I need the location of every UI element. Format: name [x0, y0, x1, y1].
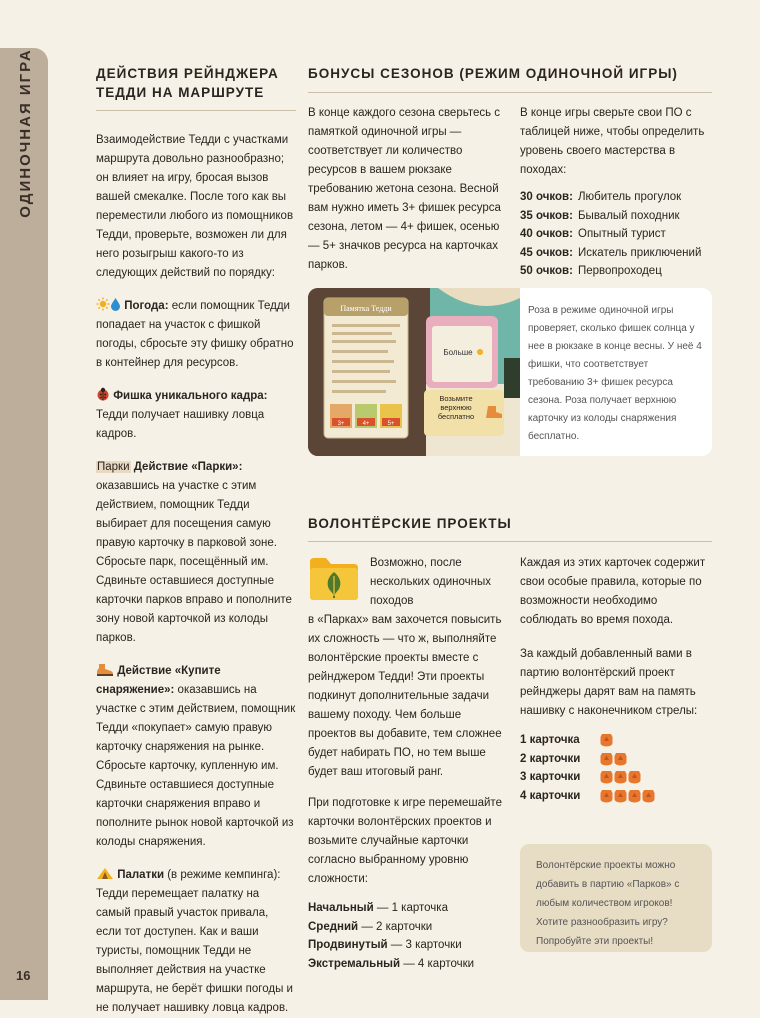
card-val-autumn: 5+	[387, 421, 395, 427]
card-more: Больше	[443, 348, 473, 357]
patch-label: 2 карточки	[520, 752, 581, 765]
arrowhead-patch-icon	[642, 789, 655, 803]
score-points: 35 очков:	[520, 209, 573, 222]
example-illustration	[308, 288, 520, 456]
score-row	[520, 188, 716, 207]
difficulty-value: — 2 карточки	[358, 920, 433, 933]
parks-prefix: Парки	[97, 461, 130, 473]
season-bonus-section	[308, 64, 712, 93]
score-intro: В конце игры сверьте свои ПО с таблицей ниже, чтобы определить уровень своего мастерства в походах:	[520, 107, 705, 176]
season-bonus-title: БОНУСЫ СЕЗОНОВ (РЕЖИМ ОДИНОЧНОЙ ИГРЫ)	[308, 64, 712, 93]
score-row	[520, 262, 716, 281]
score-row	[520, 244, 716, 263]
volunteer-tip-box	[520, 844, 712, 952]
patch-label: 4 карточки	[520, 789, 581, 802]
volunteer-patch-text: За каждый добавленный вами в партию волонтёрский проект рейнджеры дарят вам на память нашивку с наконечником стрелы:	[520, 648, 698, 717]
weather-title: Погода:	[124, 300, 169, 312]
card-title: Памятка Тедди	[340, 304, 392, 313]
patch-label: 1 карточка	[520, 734, 580, 746]
sun-icon	[96, 297, 110, 311]
tent-icon	[96, 867, 114, 880]
difficulty-name: Продвинутый	[308, 939, 388, 951]
arrowhead-patch-icon	[600, 770, 613, 784]
page-number: 16	[16, 968, 31, 983]
score-row	[520, 225, 716, 244]
ranger-intro: Взаимодействие Тедди с участками маршрута довольно разнообразно; он влияет на игру, бросая вызов вашей смекалке. После того как вы переместили любого из помощников Тедди, проверьте, возможен ли для него розыгрыш какого-то из следующих действий по порядку:	[96, 134, 294, 279]
example-panel	[308, 288, 712, 456]
difficulty-name: Средний	[308, 920, 359, 933]
photo-rule	[96, 387, 296, 444]
photo-text: Тедди получает нашивку ловца кадров.	[96, 409, 265, 440]
volunteer-right	[520, 554, 716, 805]
difficulty-row	[308, 918, 504, 937]
season-bonus-right	[520, 104, 716, 281]
patch-row	[520, 750, 716, 769]
difficulty-name: Начальный	[308, 902, 374, 914]
score-rank: Любитель прогулок	[578, 191, 682, 203]
difficulty-value: — 3 карточки	[387, 939, 462, 951]
volunteer-intro-short: Возможно, после нескольких одиночных походов	[370, 557, 492, 607]
card-val-summer: 4+	[362, 421, 370, 427]
arrowhead-patch-icon	[614, 789, 627, 803]
gear-rule	[96, 662, 296, 852]
score-rank: Опытный турист	[578, 228, 666, 240]
difficulty-value: — 4 карточки	[400, 957, 475, 970]
score-rank: Бывалый походник	[578, 209, 680, 222]
patch-list	[520, 731, 716, 805]
gear-text: оказавшись на участке с этим действием, помощник Тедди «покупает» самую правую карточку снаряжения на рынке. Сбросьте карточку, купленную им. Сдвиньте оставшиеся доступные карточки снаряжения вправо и пополните рынок новой карточкой из колоды снаряжения.	[96, 684, 296, 848]
tents-text: Тедди перемещает палатку на самый правый участок привала, если тот доступен. Как и ваши туристы, помощник Тедди не выполняет действия на участке маршрута, не берёт фишки погоды и не получает нашивку ловца кадров.	[96, 888, 293, 1014]
arrowhead-patch-icon	[628, 789, 641, 803]
example-photo	[308, 288, 520, 456]
boot-icon	[96, 663, 114, 676]
ranger-actions-column	[96, 64, 296, 1018]
difficulty-list	[308, 899, 504, 973]
score-points: 30 очков:	[520, 191, 573, 203]
tents-rule	[96, 866, 296, 1018]
volunteer-left	[308, 554, 504, 973]
difficulty-row	[308, 936, 504, 955]
difficulty-row	[308, 899, 504, 918]
difficulty-name: Экстремальный	[308, 957, 401, 970]
tents-mode: (в режиме кемпинга):	[164, 869, 281, 881]
patch-row	[520, 768, 716, 787]
difficulty-value: — 1 карточка	[373, 902, 448, 914]
arrowhead-patch-icon	[614, 752, 627, 766]
card-take: Возьмите верхнюю бесплатно	[437, 394, 475, 421]
parks-title: Действие «Парки»:	[130, 461, 243, 473]
patch-row	[520, 787, 716, 806]
season-bonus-left	[308, 104, 504, 275]
volunteer-prep: При подготовке к игре перемешайте карточки волонтёрских проектов и возьмите случайные карточки согласно выбранному уровню сложности:	[308, 797, 502, 885]
arrowhead-patch-icon	[600, 733, 613, 747]
parks-rule	[96, 458, 296, 648]
sidebar-label: ОДИНОЧНАЯ ИГРА	[17, 48, 34, 218]
arrowhead-patch-icon	[614, 770, 627, 784]
card-val-spring: 3+	[337, 421, 345, 427]
volunteer-tip: Волонтёрские проекты можно добавить в партию «Парков» с любым количеством игроков! Хотите разнообразить игру? Попробуйте эти проекты!	[536, 860, 680, 947]
score-points: 40 очков:	[520, 228, 573, 240]
weather-rule	[96, 297, 296, 373]
arrowhead-patch-icon	[628, 770, 641, 784]
water-drop-icon	[110, 297, 121, 311]
score-rank: Первопроходец	[578, 265, 662, 277]
weather-text: если помощник Тедди попадает на участок с фишкой погоды, сбросьте эту фишку обратно в контейнер для ресурсов.	[96, 300, 294, 369]
score-points: 50 очков:	[520, 265, 573, 277]
volunteer-section	[308, 514, 712, 542]
patch-row	[520, 731, 716, 750]
difficulty-row	[308, 955, 504, 974]
patch-label: 3 карточки	[520, 771, 581, 783]
tents-title: Палатки	[117, 869, 165, 881]
season-bonus-text: В конце каждого сезона сверьтесь с памяткой одиночной игры — соответствует ли количество ресурсов в вашем рюкзаке требованию жетона сезона. Весной вам нужно иметь 3+ фишек ресурса сезона, летом — 4+ фишек, осенью — 5+ значков ресурса на карточках парков.	[308, 107, 501, 271]
photo-title: Фишка уникального кадра:	[113, 390, 268, 402]
ladybug-icon	[96, 387, 110, 401]
score-table	[520, 188, 716, 281]
score-rank: Искатель приключений	[578, 246, 702, 259]
score-points: 45 очков:	[520, 246, 573, 259]
parks-text: оказавшись на участке с этим действием, помощник Тедди выбирает для посещения самую правую карточку в парковой зоне. Сбросьте парк, посещённый им. Сдвиньте оставшиеся доступные карточки парков вправо и пополните зону новой карточкой из колоды парков.	[96, 480, 292, 644]
ranger-actions-title: ДЕЙСТВИЯ РЕЙНДЖЕРА ТЕДДИ НА МАРШРУТЕ	[96, 64, 296, 111]
volunteer-title: ВОЛОНТЁРСКИЕ ПРОЕКТЫ	[308, 514, 712, 542]
gear-title: Действие «Купите снаряжение»:	[96, 665, 221, 696]
score-row	[520, 207, 716, 226]
arrowhead-patch-icon	[600, 789, 613, 803]
example-caption: Роза в режиме одиночной игры проверяет, сколько фишек солнца у нее в рюкзаке в конце весны. У неё 4 фишки, что соответствует требованию 3+ фишек ресурса сезона. Роза получает верхнюю карточку из колоды снаряжения бесплатно.	[528, 305, 702, 442]
volunteer-rules-text: Каждая из этих карточек содержит свои особые правила, которые по возможности необходимо соблюдать во время похода.	[520, 557, 706, 626]
arrowhead-patch-icon	[600, 752, 613, 766]
volunteer-intro: в «Парках» вам захочется повысить их сложность — что ж, выполняйте волонтёрские проекты вместе с рейнджером Тедди! Эти проекты подкинут дополнительные задачи вашему походу. Чем больше проектов вы добавите, тем сложнее будет набирать ПО, но тем выше будет ваш итоговый ранг.	[308, 614, 502, 778]
